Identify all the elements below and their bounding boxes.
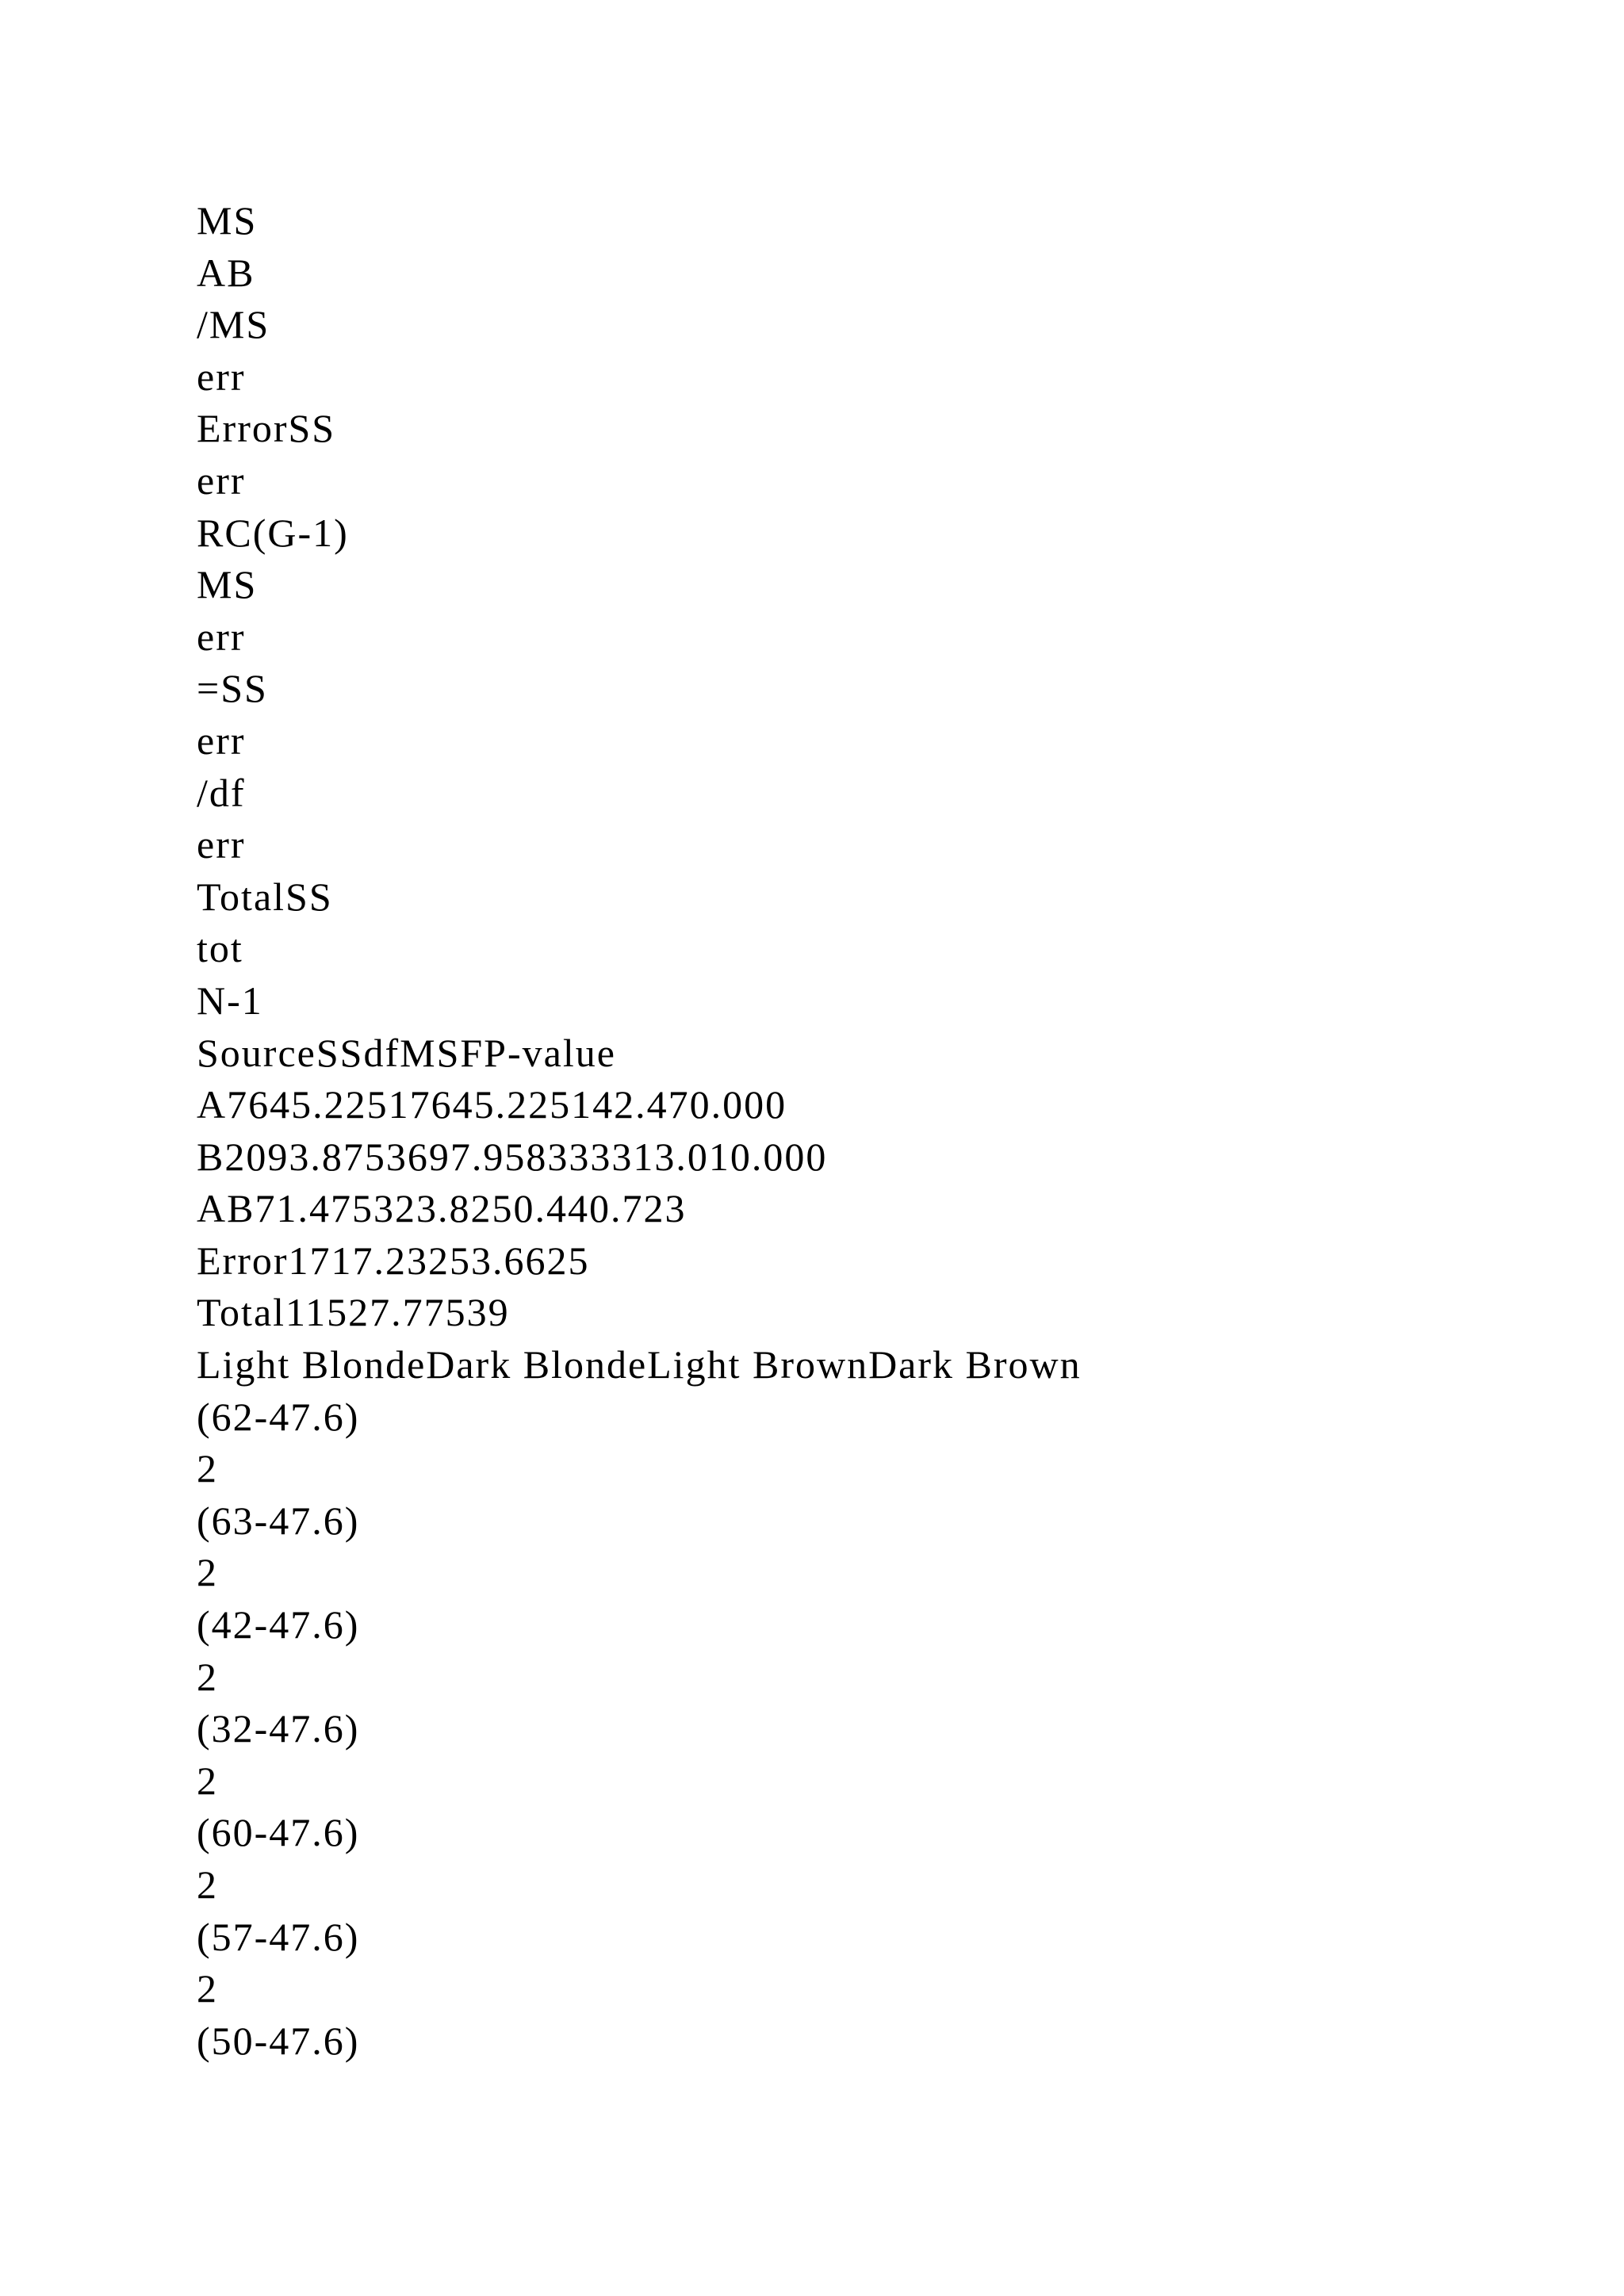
text-line: /MS: [197, 302, 270, 347]
text-line: (63-47.6): [197, 1498, 360, 1543]
text-line: MS: [197, 198, 258, 243]
text-line: (50-47.6): [197, 2018, 360, 2063]
text-line: 2: [197, 1862, 218, 1907]
text-line: TotalSS: [197, 874, 333, 919]
text-line: err: [197, 354, 246, 399]
text-line: (60-47.6): [197, 1810, 360, 1855]
text-line: ErrorSS: [197, 406, 336, 451]
table-row: B2093.8753697.958333313.010.000: [197, 1134, 828, 1179]
text-line: 2: [197, 1654, 218, 1699]
text-line: 2: [197, 1550, 218, 1595]
table-row: A7645.22517645.225142.470.000: [197, 1082, 787, 1127]
table-row: AB71.475323.8250.440.723: [197, 1186, 687, 1231]
text-line: (62-47.6): [197, 1394, 360, 1439]
category-header-row: Light BlondeDark BlondeLight BrownDark Brown: [197, 1342, 1082, 1387]
table-row: Error1717.23253.6625: [197, 1238, 590, 1283]
text-line: 2: [197, 1758, 218, 1803]
table-row: Total11527.77539: [197, 1290, 510, 1335]
document-text: [197, 195, 1592, 2067]
table-header-row: SourceSSdfMSFP-value: [197, 1030, 616, 1075]
text-line: err: [197, 718, 246, 763]
text-line: N-1: [197, 978, 263, 1023]
text-line: tot: [197, 926, 243, 971]
text-line: /df: [197, 770, 246, 815]
text-line: err: [197, 822, 246, 867]
text-line: 2: [197, 1446, 218, 1491]
text-line: =SS: [197, 666, 268, 711]
text-line: (32-47.6): [197, 1706, 360, 1751]
text-line: (42-47.6): [197, 1602, 360, 1647]
text-line: 2: [197, 1966, 218, 2011]
text-line: MS: [197, 562, 258, 607]
text-line: RC(G-1): [197, 510, 349, 555]
text-line: (57-47.6): [197, 1914, 360, 1959]
text-line: err: [197, 457, 246, 503]
text-line: AB: [197, 250, 255, 295]
text-line: err: [197, 614, 246, 659]
